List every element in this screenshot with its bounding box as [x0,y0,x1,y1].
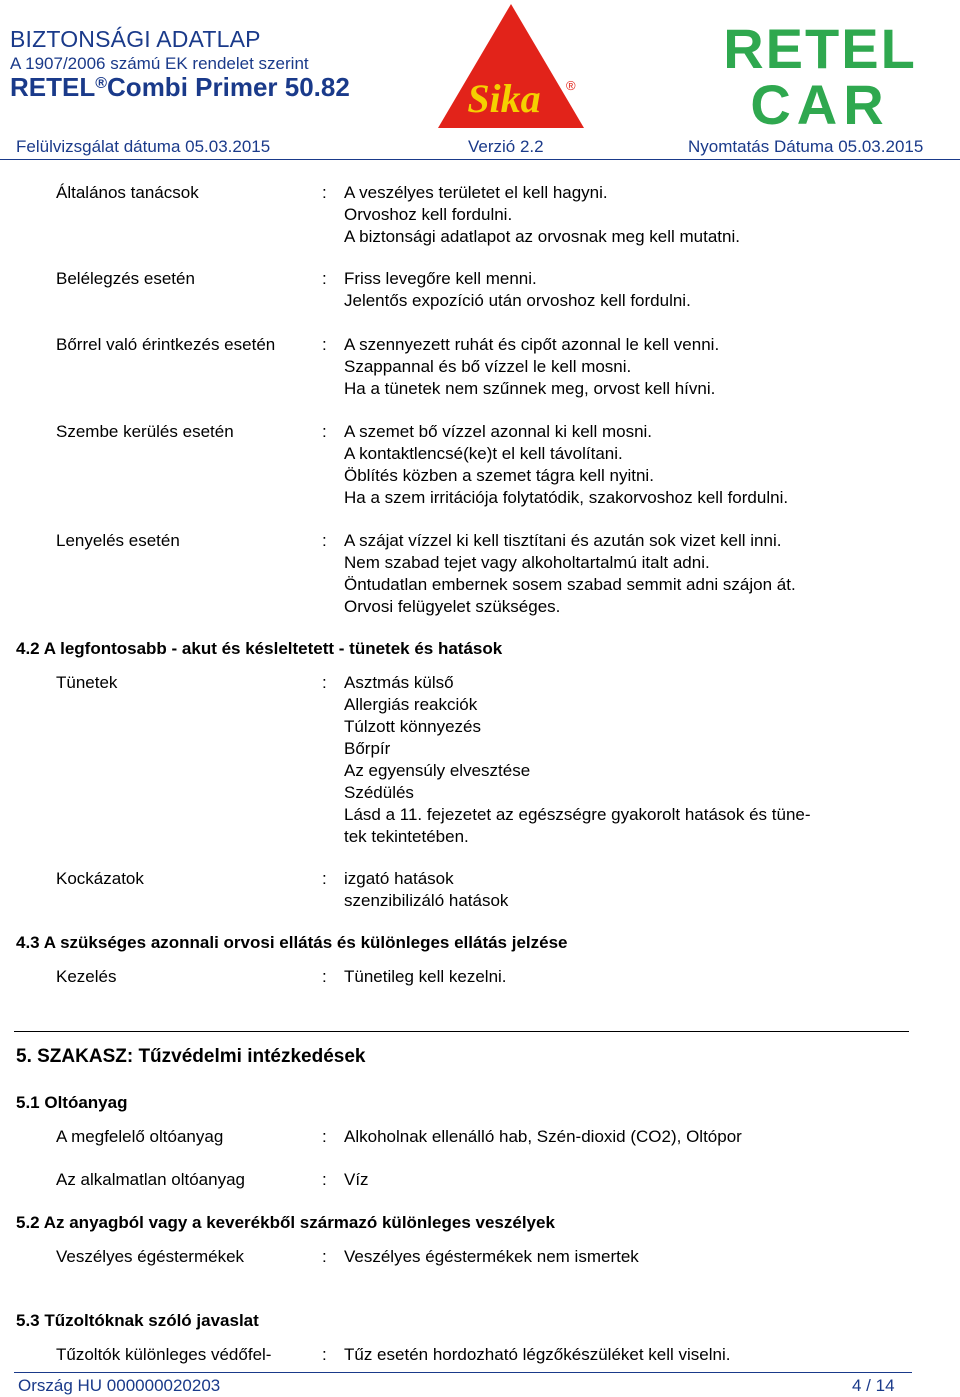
section-4-3-heading: 4.3 A szükséges azonnali orvosi ellátás és különleges ellátás jelzése [16,933,568,952]
section-5-heading: 5. SZAKASZ: Tűzvédelmi intézkedések [16,1046,366,1067]
row-value: A veszélyes területet el kell hagyni. Orvoshoz kell fordulni. A biztonsági adatlapot az orvosnak meg kell mutatni. [344,183,740,246]
product-suffix: Combi Primer 50.82 [107,72,350,102]
row-label: Lenyelés esetén [56,531,180,550]
row-colon: : [322,1170,327,1189]
section-5-2-heading: 5.2 Az anyagból vagy a keverékből származó különleges veszélyek [16,1213,555,1232]
product-name [10,72,350,103]
row-colon: : [322,1345,327,1364]
row-colon: : [322,183,327,202]
row-value: Víz [344,1170,369,1189]
row-value: Alkoholnak ellenálló hab, Szén-dioxid (CO2), Oltópor [344,1127,742,1146]
product-brand: RETEL [10,72,96,102]
row-label: Tűzoltók különleges védőfel- [56,1345,272,1364]
section-4-2-heading: 4.2 A legfontosabb - akut és késleltetett - tünetek és hatások [16,639,503,658]
registered-mark: ® [95,75,108,92]
row-colon: : [322,1247,327,1266]
section-5-3-heading: 5.3 Tűzoltóknak szóló javaslat [16,1311,259,1330]
page-number: 4 / 14 [852,1376,895,1395]
header-divider [0,159,960,160]
row-value: A szájat vízzel ki kell tisztítani és azután sok vizet kell inni. Nem szabad tejet vagy alkoholtartalmú italt adni. Öntudatlan embernek sosem szabad semmit adni szájon át. Orvosi felügyelet szükséges. [344,531,796,616]
row-colon: : [322,967,327,986]
row-colon: : [322,531,327,550]
row-label: Az alkalmatlan oltóanyag [56,1170,246,1189]
row-label: A megfelelő oltóanyag [56,1127,224,1146]
row-label: Tünetek [56,673,118,692]
row-value: Tűz esetén hordozható légzőkészüléket kell viselni. [344,1345,731,1364]
row-value: Veszélyes égéstermékek nem ismertek [344,1247,639,1266]
row-value: A szennyezett ruhát és cipőt azonnal le kell venni. Szappannal és bő vízzel le kell mosni. Ha a tünetek nem szűnnek meg, orvost kell hívni. [344,335,720,398]
row-value: izgató hatások szenzibilizáló hatások [344,869,509,910]
regulation-line: A 1907/2006 számú EK rendelet szerint [10,54,309,73]
row-colon: : [322,422,327,441]
row-label: Szembe kerülés esetén [56,422,234,441]
row-label: Belélegzés esetén [56,269,195,288]
sika-logo-text: Sika [467,76,541,121]
footer-country-code: Ország HU 000000020203 [18,1376,221,1395]
row-label: Kezelés [56,967,117,986]
row-colon: : [322,869,327,888]
print-date: Nyomtatás Dátuma 05.03.2015 [688,137,924,156]
section-5-1-heading: 5.1 Oltóanyag [16,1093,128,1112]
section-divider [14,1031,909,1032]
row-value: Tünetileg kell kezelni. [344,967,507,986]
row-value: Asztmás külső Allergiás reakciók Túlzott könnyezés Bőrpír Az egyensúly elvesztése Szédülés Lásd a 11. fejezetet az egészségre gyakorolt hatások és tüne- tek tekintetében. [344,673,811,846]
document-title: BIZTONSÁGI ADATLAP [10,26,261,52]
retel-logo-text: RETEL [723,20,917,80]
row-label: Bőrrel való érintkezés esetén [56,335,276,354]
retel-car-logo [682,20,958,128]
row-colon: : [322,1127,327,1146]
sika-reg-mark: ® [566,78,576,93]
row-label: Veszélyes égéstermékek [56,1247,245,1266]
row-label: Kockázatok [56,869,144,888]
footer-divider [14,1372,912,1373]
row-value: A szemet bő vízzel azonnal ki kell mosni. A kontaktlencsé(ke)t el kell távolítani. Öblítés közben a szemet tágra kell nyitni. Ha a szem irritációja folytatódik, szakorvoshoz kell fordulni. [344,422,789,507]
version: Verzió 2.2 [468,137,544,156]
row-label: Általános tanácsok [56,183,199,202]
sika-logo [438,4,584,128]
revision-date: Felülvizsgálat dátuma 05.03.2015 [16,137,271,156]
row-colon: : [322,269,327,288]
row-colon: : [322,335,327,354]
row-value: Friss levegőre kell menni. Jelentős expozíció után orvoshoz kell fordulni. [344,269,691,310]
row-colon: : [322,673,327,692]
car-logo-text: CAR [750,73,890,128]
